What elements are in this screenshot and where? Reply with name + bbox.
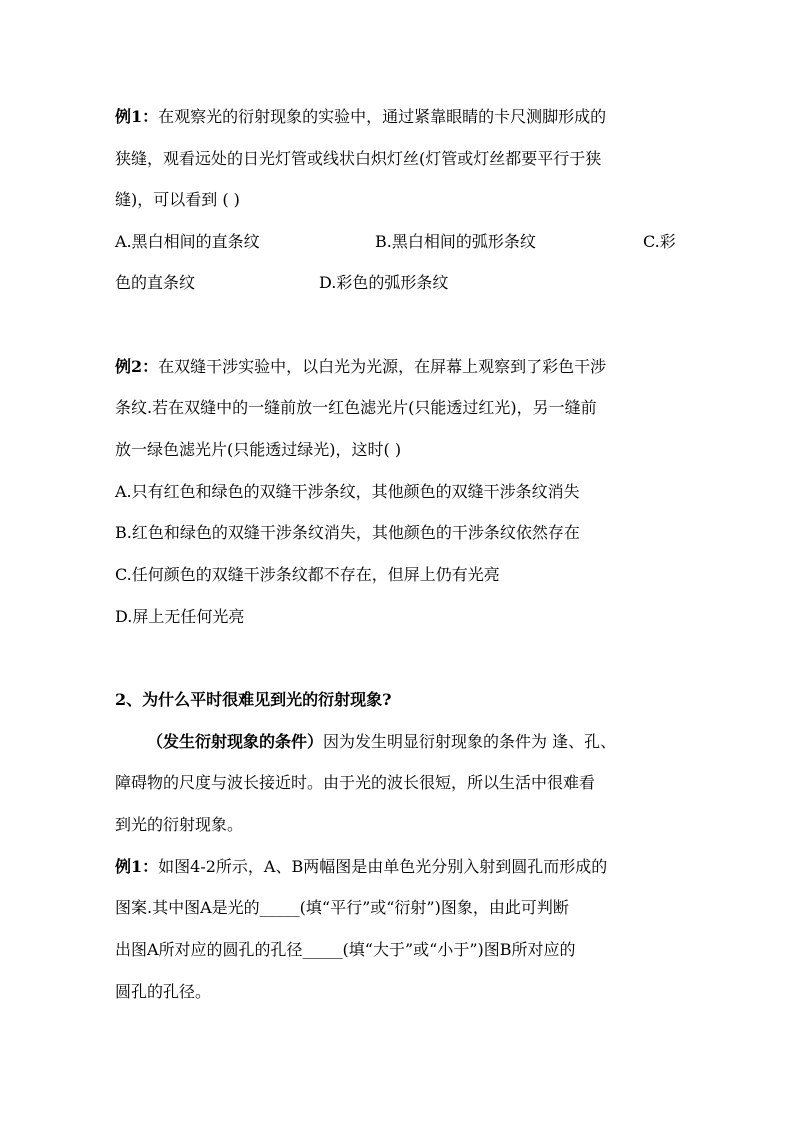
ex1-line-1 xyxy=(115,106,685,128)
section-2-para-text-1: 因为发生明显衍射现象的条件为 逢、孔、 xyxy=(323,732,617,751)
condition-label: （发生衍射现象的条件） xyxy=(147,732,324,751)
ex3-line-4: 圆孔的孔径。 xyxy=(115,982,212,1001)
ex1-text-1: 在观察光的衍射现象的实验中，通过紧靠眼睛的卡尺测脚形成的 xyxy=(158,107,607,126)
ex2-label: 例2： xyxy=(115,357,159,376)
ex1-option-c-part2: 色的直条纹 xyxy=(115,273,196,292)
ex1-option-c-part1: C.彩 xyxy=(643,232,676,251)
section-2-heading: 2、为什么平时很难见到光的衍射现象? xyxy=(115,690,392,709)
ex1-line-3: 缝)，可以看到 ( ) xyxy=(115,190,240,209)
ex1-option-d: D.彩色的弧形条纹 xyxy=(319,273,449,292)
ex3-line-3: 出图A所对应的圆孔的孔径_____(填“大于”或“小于”)图B所对应的 xyxy=(115,940,576,959)
ex1-options-row-1 xyxy=(115,231,685,253)
ex1-line-2: 狭缝，观看远处的日光灯管或线状白炽灯丝(灯管或灯丝都要平行于狭 xyxy=(115,149,602,168)
ex3-text-1: 如图4-2所示，A、B两幅图是由单色光分别入射到圆孔而形成的 xyxy=(158,857,608,876)
section-2-para-line-3: 到光的衍射现象。 xyxy=(115,815,244,834)
ex3-line-1 xyxy=(115,856,685,878)
ex1-option-a: A.黑白相间的直条纹 xyxy=(115,232,260,251)
ex2-option-d: D.屏上无任何光亮 xyxy=(115,607,245,626)
ex1-option-b: B.黑白相间的弧形条纹 xyxy=(375,232,536,251)
section-2-para-line-2: 障碍物的尺度与波长接近时。由于光的波长很短，所以生活中很难看 xyxy=(115,773,596,792)
ex1-label: 例1： xyxy=(115,107,159,126)
ex3-label: 例1： xyxy=(115,857,159,876)
ex2-line-3: 放一绿色滤光片(只能透过绿光)，这时( ) xyxy=(115,440,402,459)
ex2-line-2: 条纹.若在双缝中的一缝前放一红色滤光片(只能透过红光)，另一缝前 xyxy=(115,398,597,417)
ex2-option-c: C.任何颜色的双缝干涉条纹都不存在，但屏上仍有光亮 xyxy=(115,565,500,584)
ex3-line-2: 图案.其中图A是光的_____(填“平行”或“衍射”)图象，由此可判断 xyxy=(115,898,569,917)
ex1-options-row-2 xyxy=(115,272,685,294)
ex2-line-1 xyxy=(115,356,685,378)
ex2-option-b: B.红色和绿色的双缝干涉条纹消失，其他颜色的干涉条纹依然存在 xyxy=(115,523,580,542)
section-2-para-line-1 xyxy=(115,731,717,753)
ex2-option-a: A.只有红色和绿色的双缝干涉条纹，其他颜色的双缝干涉条纹消失 xyxy=(115,482,580,501)
ex2-text-1: 在双缝干涉实验中，以白光为光源，在屏幕上观察到了彩色干涉 xyxy=(158,357,607,376)
